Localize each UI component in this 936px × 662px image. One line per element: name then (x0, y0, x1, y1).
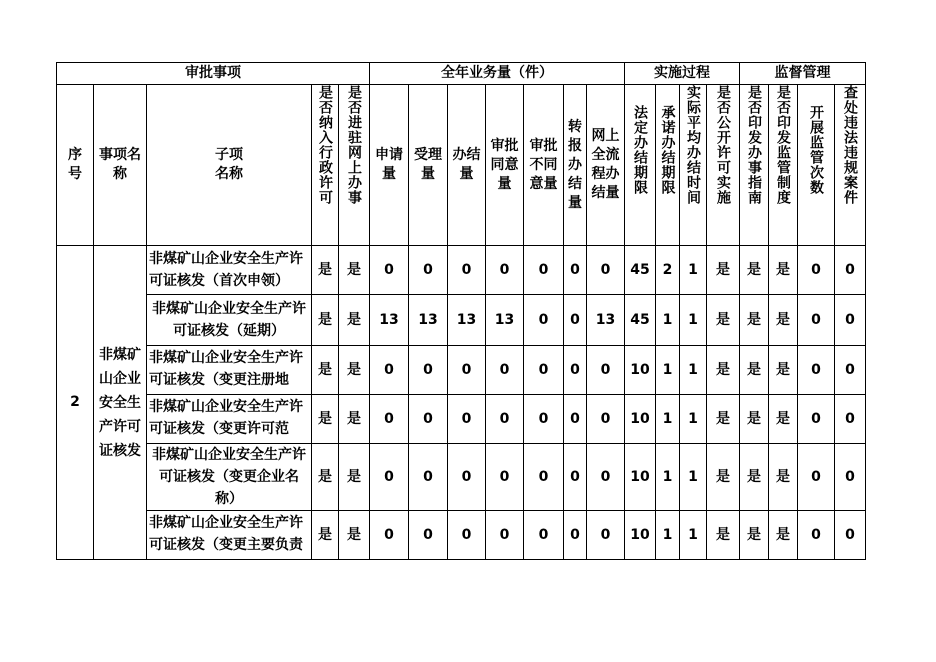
cell-transferred: 0 (564, 511, 587, 560)
cell-promised-limit: 2 (656, 246, 680, 295)
cell-accepted: 0 (409, 395, 448, 444)
cell-supervision-system: 是 (769, 511, 798, 560)
sub-item-name: 非煤矿山企业安全生产许可证核发（变更注册地 (149, 350, 303, 388)
cell-completed: 0 (448, 444, 486, 511)
cell-in-admin: 是 (312, 346, 339, 395)
table-row (57, 246, 866, 295)
col-header-online-full: 网上全流程办结量 (587, 85, 625, 246)
cell-transferred: 0 (564, 444, 587, 511)
cell-online-full: 0 (587, 444, 625, 511)
cell-in-online: 是 (339, 444, 370, 511)
cell-supervision-system: 是 (769, 444, 798, 511)
cell-supervision-count: 0 (798, 246, 835, 295)
cell-rejected: 0 (524, 444, 564, 511)
cell-in-admin: 是 (312, 511, 339, 560)
group-header-implementation: 实施过程 (625, 63, 740, 85)
sub-item-name: 非煤矿山企业安全生产许可证核发（首次申领） (149, 251, 303, 289)
row-seq: 2 (57, 246, 94, 560)
cell-supervision-count: 0 (798, 346, 835, 395)
cell-supervision-count: 0 (798, 444, 835, 511)
cell-supervision-system: 是 (769, 346, 798, 395)
cell-actual-avg: 1 (680, 246, 707, 295)
col-header-seq: 序号 (57, 85, 94, 246)
cell-guide-printed: 是 (740, 346, 769, 395)
cell-guide-printed: 是 (740, 511, 769, 560)
col-header-guide-printed: 是否印发办事指南 (740, 85, 769, 246)
cell-supervision-system: 是 (769, 395, 798, 444)
cell-in-online: 是 (339, 246, 370, 295)
group-header-approval-items: 审批事项 (57, 63, 370, 85)
cell-violation-cases: 0 (835, 444, 866, 511)
cell-approved: 13 (486, 295, 524, 346)
col-header-published: 是否公开许可实施 (707, 85, 740, 246)
col-header-actual-avg: 实际平均办结时间 (680, 85, 707, 246)
cell-online-full: 0 (587, 511, 625, 560)
cell-supervision-system: 是 (769, 246, 798, 295)
col-header-in-online: 是否进驻网上办事 (339, 85, 370, 246)
cell-completed: 0 (448, 346, 486, 395)
cell-applied: 13 (370, 295, 409, 346)
cell-promised-limit: 1 (656, 511, 680, 560)
cell-rejected: 0 (524, 295, 564, 346)
cell-accepted: 0 (409, 444, 448, 511)
col-header-in-admin: 是否纳入行政许可 (312, 85, 339, 246)
col-header-rejected: 审批不同意量 (524, 85, 564, 246)
cell-in-admin: 是 (312, 246, 339, 295)
table-row (57, 295, 866, 346)
cell-actual-avg: 1 (680, 295, 707, 346)
table-row (57, 444, 866, 511)
cell-guide-printed: 是 (740, 246, 769, 295)
cell-in-admin: 是 (312, 395, 339, 444)
cell-legal-limit: 10 (625, 444, 656, 511)
cell-approved: 0 (486, 444, 524, 511)
col-header-item-name: 事项名称 (94, 85, 147, 246)
cell-promised-limit: 1 (656, 395, 680, 444)
group-header-supervision: 监督管理 (740, 63, 866, 85)
approval-statistics-table (56, 62, 866, 560)
cell-applied: 0 (370, 346, 409, 395)
cell-promised-limit: 1 (656, 444, 680, 511)
cell-approved: 0 (486, 346, 524, 395)
cell-completed: 13 (448, 295, 486, 346)
cell-transferred: 0 (564, 346, 587, 395)
cell-applied: 0 (370, 511, 409, 560)
table-row (57, 346, 866, 395)
cell-violation-cases: 0 (835, 295, 866, 346)
cell-promised-limit: 1 (656, 295, 680, 346)
cell-actual-avg: 1 (680, 444, 707, 511)
cell-guide-printed: 是 (740, 444, 769, 511)
cell-online-full: 13 (587, 295, 625, 346)
cell-rejected: 0 (524, 511, 564, 560)
cell-actual-avg: 1 (680, 511, 707, 560)
col-header-supervision-count: 开展监管次数 (798, 85, 835, 246)
item-name: 非煤矿山企业安全生产许可证核发 (99, 346, 141, 459)
cell-accepted: 13 (409, 295, 448, 346)
cell-accepted: 0 (409, 346, 448, 395)
cell-published: 是 (707, 511, 740, 560)
cell-actual-avg: 1 (680, 395, 707, 444)
cell-rejected: 0 (524, 395, 564, 444)
cell-in-admin: 是 (312, 444, 339, 511)
cell-applied: 0 (370, 444, 409, 511)
cell-supervision-count: 0 (798, 295, 835, 346)
cell-online-full: 0 (587, 246, 625, 295)
cell-legal-limit: 45 (625, 295, 656, 346)
cell-violation-cases: 0 (835, 511, 866, 560)
col-header-applied: 申请量 (370, 85, 409, 246)
cell-supervision-count: 0 (798, 395, 835, 444)
cell-approved: 0 (486, 246, 524, 295)
col-header-legal-limit: 法定办结期限 (625, 85, 656, 246)
cell-legal-limit: 10 (625, 346, 656, 395)
cell-guide-printed: 是 (740, 395, 769, 444)
col-header-supervision-system: 是否印发监管制度 (769, 85, 798, 246)
cell-supervision-count: 0 (798, 511, 835, 560)
cell-online-full: 0 (587, 346, 625, 395)
cell-actual-avg: 1 (680, 346, 707, 395)
col-header-promised-limit: 承诺办结期限 (656, 85, 680, 246)
cell-transferred: 0 (564, 395, 587, 444)
cell-rejected: 0 (524, 346, 564, 395)
col-header-sub-name: 子项名称 (147, 85, 312, 246)
sub-item-name: 非煤矿山企业安全生产许可证核发（变更许可范 (149, 399, 303, 437)
cell-applied: 0 (370, 395, 409, 444)
table-row (57, 511, 866, 560)
cell-published: 是 (707, 346, 740, 395)
cell-transferred: 0 (564, 295, 587, 346)
cell-supervision-system: 是 (769, 295, 798, 346)
cell-legal-limit: 45 (625, 246, 656, 295)
cell-completed: 0 (448, 246, 486, 295)
cell-approved: 0 (486, 395, 524, 444)
cell-published: 是 (707, 395, 740, 444)
cell-in-online: 是 (339, 511, 370, 560)
group-header-annual-volume: 全年业务量（件） (370, 63, 625, 85)
cell-violation-cases: 0 (835, 246, 866, 295)
sub-item-name: 非煤矿山企业安全生产许可证核发（变更企业名称） (152, 447, 306, 507)
cell-accepted: 0 (409, 246, 448, 295)
cell-in-online: 是 (339, 295, 370, 346)
cell-guide-printed: 是 (740, 295, 769, 346)
cell-in-admin: 是 (312, 295, 339, 346)
cell-violation-cases: 0 (835, 346, 866, 395)
item-name-cell (94, 246, 147, 560)
cell-applied: 0 (370, 246, 409, 295)
col-header-accepted: 受理量 (409, 85, 448, 246)
cell-online-full: 0 (587, 395, 625, 444)
sub-item-name: 非煤矿山企业安全生产许可证核发（延期） (152, 301, 306, 339)
cell-transferred: 0 (564, 246, 587, 295)
cell-promised-limit: 1 (656, 346, 680, 395)
col-header-approved: 审批同意量 (486, 85, 524, 246)
cell-published: 是 (707, 444, 740, 511)
cell-in-online: 是 (339, 346, 370, 395)
cell-completed: 0 (448, 511, 486, 560)
cell-approved: 0 (486, 511, 524, 560)
table-row (57, 395, 866, 444)
cell-legal-limit: 10 (625, 395, 656, 444)
cell-violation-cases: 0 (835, 395, 866, 444)
cell-completed: 0 (448, 395, 486, 444)
cell-rejected: 0 (524, 246, 564, 295)
col-header-completed: 办结量 (448, 85, 486, 246)
cell-legal-limit: 10 (625, 511, 656, 560)
cell-accepted: 0 (409, 511, 448, 560)
col-header-transferred: 转报办结量 (564, 85, 587, 246)
cell-published: 是 (707, 246, 740, 295)
cell-published: 是 (707, 295, 740, 346)
col-header-violation-cases: 查处违法违规案件 (835, 85, 866, 246)
sub-item-name: 非煤矿山企业安全生产许可证核发（变更主要负责 (149, 515, 303, 553)
cell-in-online: 是 (339, 395, 370, 444)
